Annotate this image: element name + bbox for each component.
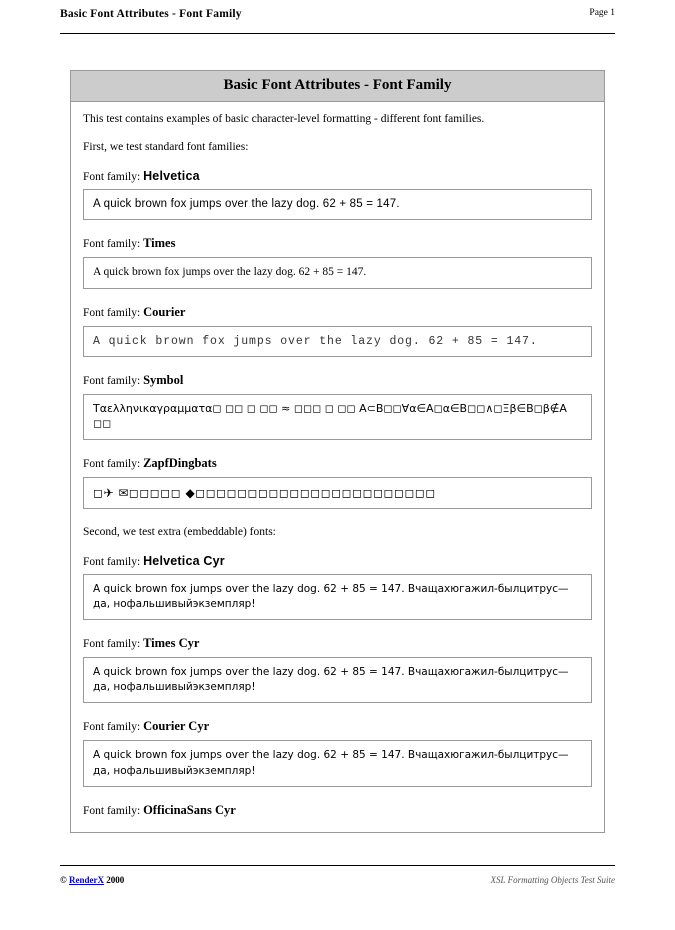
font-name: Times (143, 236, 176, 251)
sample-helvetica-cyr: A quick brown fox jumps over the lazy dog. 62 + 85 = 147. Вчащахюгажил-былцитрус—да, нофальшивыйэкземпляр! (83, 574, 592, 620)
label-prefix: Font family: (83, 306, 141, 319)
renderx-link[interactable]: RenderX (68, 875, 104, 885)
content-frame (70, 70, 605, 833)
sample-helvetica: A quick brown fox jumps over the lazy dog. 62 + 85 = 147. (83, 189, 592, 221)
footer-year: 2000 (106, 875, 125, 885)
section-one-heading: First, we test standard font families: (83, 141, 249, 154)
section-two-heading: Second, we test extra (embeddable) fonts: (83, 526, 276, 539)
font-label-officinasans-cyr (83, 803, 592, 818)
sample-courier: A quick brown fox jumps over the lazy dog. 62 + 85 = 147. (83, 326, 592, 358)
page-footer (60, 865, 615, 890)
label-prefix: Font family: (83, 238, 141, 251)
label-prefix: Font family: (83, 804, 141, 817)
font-label-courier-cyr (83, 719, 592, 734)
font-label-times (83, 236, 592, 251)
label-prefix: Font family: (83, 637, 141, 650)
font-name: Courier (143, 304, 186, 319)
sample-symbol: Ταελληνικαγραμματα◻ ◻◻ ◻ ◻◻ ≈ ◻◻◻ ◻ ◻◻ Α⊂Β◻◻∀α∈Α◻α∈Β◻◻∧◻Ξβ∈Β◻β∉Α ◻◻ (83, 394, 592, 440)
font-name: Times Cyr (143, 635, 200, 650)
footer-copyright (60, 875, 124, 885)
frame-body (71, 102, 604, 832)
font-label-helvetica (83, 169, 592, 183)
font-name: Helvetica Cyr (143, 553, 225, 568)
intro-paragraph: This test contains examples of basic character-level formatting - different font families. (83, 113, 485, 125)
footer-note: XSL Formatting Objects Test Suite (490, 875, 615, 885)
font-label-zapfdingbats (83, 456, 592, 471)
font-label-times-cyr (83, 636, 592, 651)
font-name: Courier Cyr (143, 719, 210, 734)
font-name: Symbol (143, 373, 184, 388)
label-prefix: Font family: (83, 457, 141, 470)
font-label-symbol (83, 373, 592, 388)
sample-times-cyr: A quick brown fox jumps over the lazy dog. 62 + 85 = 147. Вчащахюгажил-былцитрус—да, нофальшивыйэкземпляр! (83, 657, 592, 703)
label-prefix: Font family: (83, 555, 141, 568)
font-label-helvetica-cyr (83, 554, 592, 568)
sample-times: A quick brown fox jumps over the lazy dog. 62 + 85 = 147. (83, 257, 592, 289)
sample-courier-cyr: A quick brown fox jumps over the lazy dog. 62 + 85 = 147. Вчащахюгажил-былцитрус—да, нофальшивыйэкземпляр! (83, 740, 592, 786)
copyright-symbol: © (60, 875, 67, 885)
frame-title: Basic Font Attributes - Font Family (71, 71, 604, 102)
header-title: Basic Font Attributes - Font Family (60, 8, 242, 20)
sample-zapfdingbats: ◻✈ ✉◻◻◻◻◻ ◆◻◻◻◻◻◻◻◻◻◻◻◻◻◻◻◻◻◻◻◻◻◻◻ (83, 477, 592, 509)
label-prefix: Font family: (83, 170, 141, 183)
font-name: ZapfDingbats (143, 455, 217, 470)
font-name: OfficinaSans Cyr (143, 802, 236, 817)
page-header (60, 8, 615, 34)
label-prefix: Font family: (83, 721, 141, 734)
label-prefix: Font family: (83, 375, 141, 388)
header-page-number: Page 1 (589, 8, 615, 18)
font-label-courier (83, 305, 592, 320)
font-name: Helvetica (143, 168, 200, 183)
